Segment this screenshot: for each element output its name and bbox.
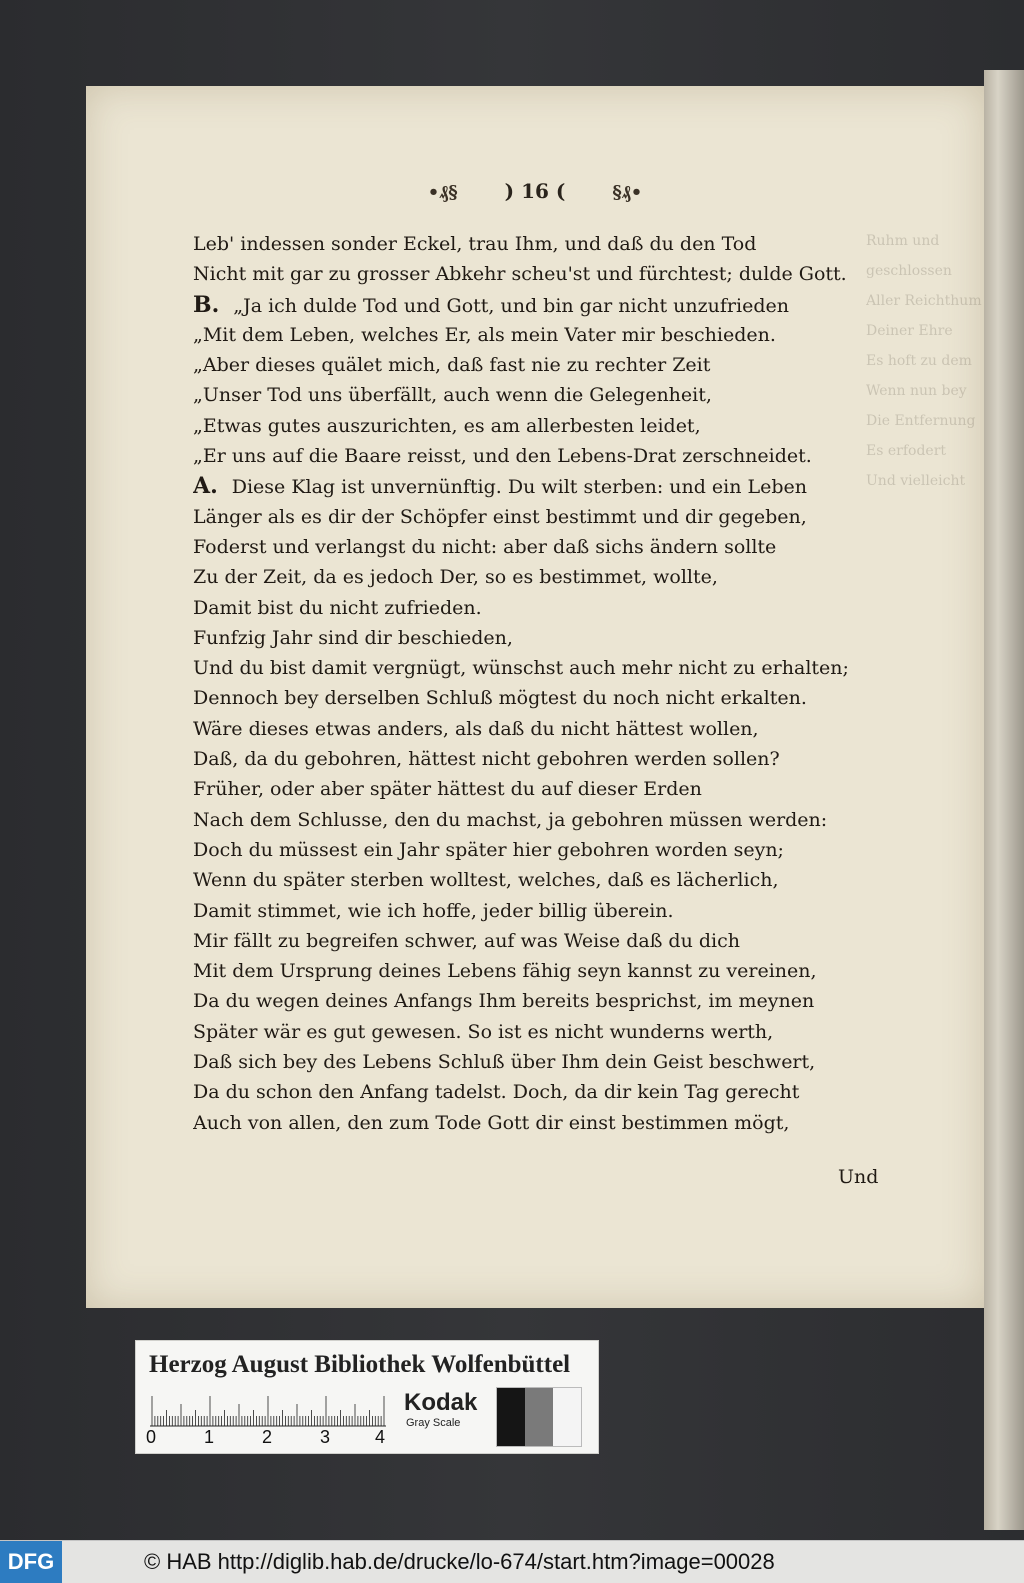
line-text: Wäre dieses etwas anders, als daß du nicht hättest wollen, [193,717,759,740]
swatch-black [497,1388,525,1446]
speaker-label: A. [193,473,218,500]
line-text: Auch von allen, den zum Tode Gott dir einst bestimmen mögt, [193,1111,790,1134]
text-line [193,380,893,410]
line-text: Mit dem Ursprung deines Lebens fähig seyn kannst zu vereinen, [193,960,817,983]
book-page [86,86,984,1308]
page-number: ) 16 ( [504,179,566,203]
line-text: Mir fällt zu begreifen schwer, auf was Weise daß du dich [193,929,740,952]
text-line [193,835,893,865]
ruler-label: 0 [146,1427,157,1447]
text-line [193,229,893,259]
line-text: Dennoch bey derselben Schluß mögtest du noch nicht erkalten. [193,687,807,710]
line-text: Nicht mit gar zu grosser Abkehr scheu'st und fürchtest; dulde Gott. [193,263,847,286]
text-line [193,350,893,380]
ruler-label: 4 [375,1427,386,1447]
line-text: Und du bist damit vergnügt, wünschst auch mehr nicht zu erhalten; [193,657,849,680]
swatch-white [553,1388,581,1446]
line-text: Wenn du später sterben wolltest, welches, daß es lächerlich, [193,869,779,892]
text-line [193,290,893,320]
line-text: Zu der Zeit, da es jedoch Der, so es bestimmet, wollte, [193,566,718,589]
swatch-gray [525,1388,553,1446]
speaker-label: B. [193,291,220,318]
line-text: Leb' indessen sonder Eckel, trau Ihm, und daß du den Tod [193,233,757,255]
body-text [193,229,893,1138]
left-ornament: •₰§ [427,182,458,203]
line-text: Daß, da du gebohren, hättest nicht gebohren werden sollen? [193,748,780,771]
text-line [193,714,893,744]
line-text: „Aber dieses quälet mich, daß fast nie zu rechter Zeit [193,354,711,377]
text-line [193,744,893,774]
text-line [193,502,893,532]
line-text: „Ja ich dulde Tod und Gott, und bin gar nicht unzufrieden [233,294,789,317]
text-line [193,926,893,956]
text-line [193,471,893,501]
text-line [193,320,893,350]
text-line [193,865,893,895]
line-text: Damit stimmet, wie ich hoffe, jeder billig überein. [193,899,674,922]
line-text: „Mit dem Leben, welches Er, als mein Vater mir beschieden. [193,323,776,346]
line-text: Foderst und verlangst du nicht: aber daß sichs ändern sollte [193,535,777,558]
ruler-label: 2 [262,1427,273,1447]
text-line [193,1047,893,1077]
library-name: Herzog August Bibliothek Wolfenbüttel [149,1351,571,1378]
line-text: Länger als es dir der Schöpfer einst bestimmt und dir gegeben, [193,505,807,528]
line-text: Damit bist du nicht zufrieden. [193,596,482,619]
dfg-logo: DFG [0,1541,62,1583]
line-text: Da du schon den Anfang tadelst. Doch, da dir kein Tag gerecht [193,1081,800,1104]
ruler-label: 3 [320,1427,331,1447]
line-text: Doch du müssest ein Jahr später hier gebohren worden seyn; [193,838,784,861]
line-text: Diese Klag ist unvernünftig. Du wilt sterben: und ein Leben [231,476,808,499]
gray-scale-label: Gray Scale [406,1417,461,1429]
line-text: „Er uns auf die Baare reisst, und den Lebens-Drat zerschneidet. [193,445,812,468]
text-line [193,896,893,926]
text-line [193,623,893,653]
line-text: Da du wegen deines Anfangs Ihm bereits besprichst, im meynen [193,990,815,1013]
text-line [193,411,893,441]
text-line [193,441,893,471]
next-page-edge [984,70,1024,1530]
line-text: Funfzig Jahr sind dir beschieden, [193,626,513,649]
page-header [86,179,984,203]
color-scale-card [135,1340,599,1454]
text-line [193,259,893,289]
ruler-label: 1 [204,1427,215,1447]
text-line [193,562,893,592]
line-text: Daß sich bey des Lebens Schluß über Ihm dein Geist beschwert, [193,1051,816,1074]
line-text: „Unser Tod uns überfällt, auch wenn die Gelegenheit, [193,384,712,407]
text-line [193,1017,893,1047]
catchword: Und [838,1166,879,1188]
text-line [193,774,893,804]
text-line [193,805,893,835]
line-text: Nach dem Schlusse, den du machst, ja gebohren müssen werden: [193,808,828,831]
right-ornament: §₰• [612,182,643,203]
text-line [193,593,893,623]
gray-swatches [496,1387,582,1447]
ruler-scale [150,1389,386,1427]
text-line [193,532,893,562]
line-text: „Etwas gutes auszurichten, es am allerbesten leidet, [193,414,701,437]
text-line [193,683,893,713]
text-line [193,1077,893,1107]
text-line [193,956,893,986]
footer-bar [0,1540,1024,1583]
line-text: Früher, oder aber später hättest du auf dieser Erden [193,778,702,801]
line-text: Später wär es gut gewesen. So ist es nicht wunderns werth, [193,1020,774,1043]
text-line [193,1108,893,1138]
copyright-link[interactable]: © HAB http://diglib.hab.de/drucke/lo-674/start.htm?image=00028 [144,1549,775,1574]
show-through-text: Ruhm und geschlossen Aller Reichthum Deiner Ehre Es hoft zu dem Wenn nun bey Die Entfernung Es erfodert Und vielleicht [866,233,982,489]
text-line [193,653,893,683]
text-line [193,986,893,1016]
kodak-logo: Kodak [404,1389,478,1416]
